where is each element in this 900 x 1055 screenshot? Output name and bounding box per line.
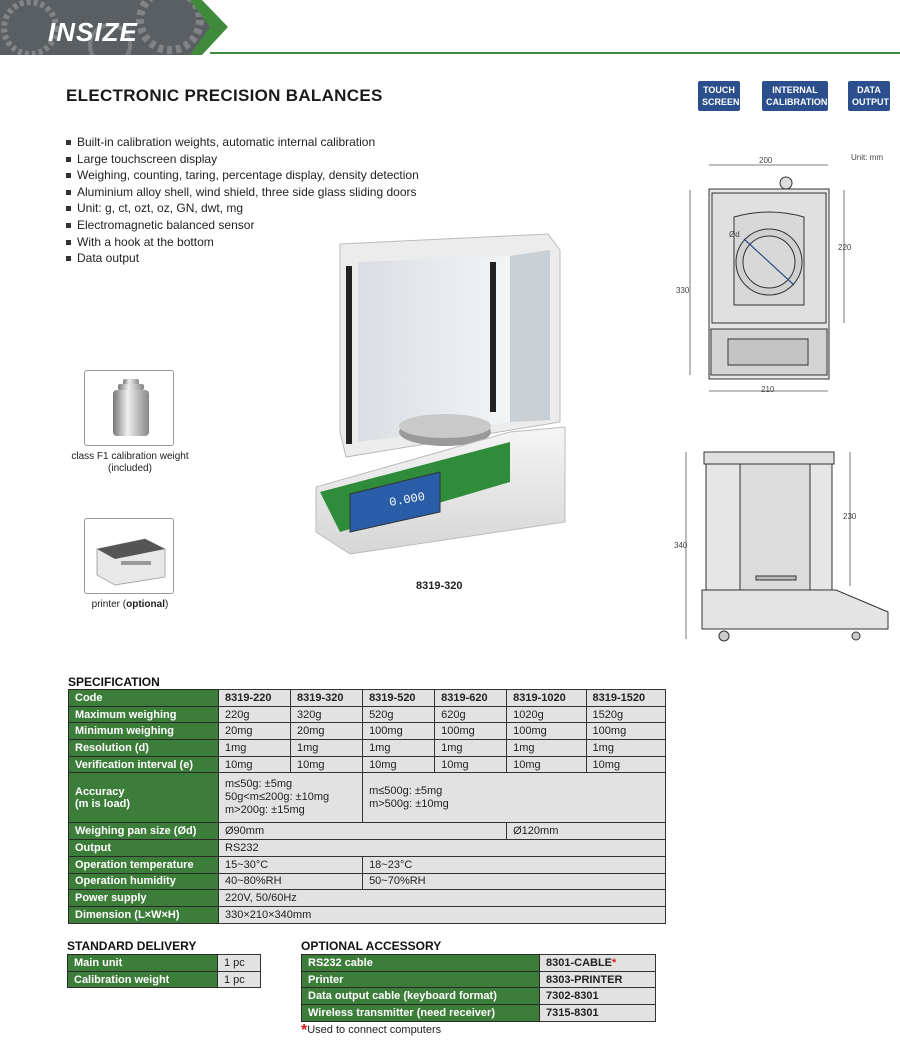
- printer-caption-end: ): [165, 599, 169, 610]
- row-label: Code: [69, 690, 219, 707]
- feature-item: With a hook at the bottom: [66, 234, 419, 251]
- row-label: RS232 cable: [302, 955, 540, 972]
- feature-item: Built-in calibration weights, automatic internal calibration: [66, 134, 419, 151]
- table-cell: 1mg: [586, 740, 665, 757]
- dim-base-width: 210: [761, 385, 775, 394]
- optional-accessory-title: OPTIONAL ACCESSORY: [301, 939, 442, 953]
- table-cell: 1mg: [507, 740, 586, 757]
- weight-caption-line1: class F1 calibration weight: [71, 451, 189, 462]
- printer-image: [84, 518, 174, 594]
- table-cell: 1 pc: [218, 971, 261, 988]
- table-cell: 320g: [291, 706, 363, 723]
- code-cell: 8319-220: [219, 690, 291, 707]
- table-cell: 1mg: [435, 740, 507, 757]
- code-cell: 8319-620: [435, 690, 507, 707]
- table-cell: 620g: [435, 706, 507, 723]
- badge-internal-calibration: INTERNAL CALIBRATION: [762, 81, 828, 111]
- page-title: ELECTRONIC PRECISION BALANCES: [66, 86, 383, 105]
- code-cell: 8319-1020: [507, 690, 586, 707]
- table-cell: [219, 773, 363, 823]
- row-label: Operation temperature: [69, 856, 219, 873]
- calibration-weight-image: [84, 370, 174, 446]
- row-label: Printer: [302, 971, 540, 988]
- table-cell: [540, 955, 656, 972]
- table-cell: 100mg: [363, 723, 435, 740]
- table-cell: 1020g: [507, 706, 586, 723]
- row-label: Calibration weight: [68, 971, 218, 988]
- accuracy-line: m>500g: ±10mg: [369, 797, 449, 810]
- table-cell: 1mg: [219, 740, 291, 757]
- table-cell: 10mg: [363, 756, 435, 773]
- table-cell: 8303-PRINTER: [540, 971, 656, 988]
- table-cell: 10mg: [291, 756, 363, 773]
- printer-caption: [60, 599, 200, 611]
- feature-item: Weighing, counting, taring, percentage display, density detection: [66, 167, 419, 184]
- page-header: [0, 0, 900, 55]
- row-label: Data output cable (keyboard format): [302, 988, 540, 1005]
- table-cell: 10mg: [435, 756, 507, 773]
- row-label: Output: [69, 840, 219, 857]
- table-row: [69, 906, 666, 923]
- optional-accessory-table: [301, 954, 656, 1022]
- dim-depth: 220: [838, 243, 852, 252]
- spec-title: SPECIFICATION: [68, 675, 160, 689]
- table-cell: 220g: [219, 706, 291, 723]
- accuracy-label: Accuracy: [75, 785, 125, 798]
- table-row: [69, 840, 666, 857]
- accuracy-line: 50g<m≤200g: ±10mg: [225, 791, 330, 804]
- model-label: 8319-320: [416, 580, 463, 592]
- table-cell: 18~23°C: [363, 856, 666, 873]
- code-cell: 8319-320: [291, 690, 363, 707]
- dim-pan: Ød: [729, 230, 740, 239]
- table-cell: 100mg: [507, 723, 586, 740]
- footnote-marker: *: [612, 956, 617, 969]
- table-cell: 20mg: [219, 723, 291, 740]
- footnote-text: Used to connect computers: [307, 1024, 442, 1036]
- table-cell: [363, 773, 666, 823]
- accuracy-line: m>200g: ±15mg: [225, 804, 305, 817]
- row-label: Wireless transmitter (need receiver): [302, 1005, 540, 1022]
- table-row: [302, 955, 656, 972]
- table-cell: 220V, 50/60Hz: [219, 890, 666, 907]
- feature-item: Unit: g, ct, ozt, oz, GN, dwt, mg: [66, 200, 419, 217]
- row-label: Power supply: [69, 890, 219, 907]
- accessory-code: 8301-CABLE: [546, 956, 613, 969]
- feature-item: Electromagnetic balanced sensor: [66, 217, 419, 234]
- table-cell: Ø120mm: [507, 823, 666, 840]
- display-readout: 0.000: [388, 489, 427, 510]
- table-cell: 7315-8301: [540, 1005, 656, 1022]
- table-row: [69, 756, 666, 773]
- dim-side-height: 340: [674, 541, 688, 550]
- printer-icon: [85, 519, 175, 595]
- row-label: Verification interval (e): [69, 756, 219, 773]
- table-cell: 20mg: [291, 723, 363, 740]
- feature-item: Data output: [66, 250, 419, 267]
- table-row: [69, 740, 666, 757]
- table-row: [302, 971, 656, 988]
- badge-touch-screen: TOUCH SCREEN: [698, 81, 740, 111]
- brand-logo: INSIZE: [48, 17, 138, 47]
- table-row: [69, 773, 666, 823]
- accuracy-sublabel: (m is load): [75, 797, 131, 810]
- table-row: [302, 1005, 656, 1022]
- feature-item: Aluminium alloy shell, wind shield, three side glass sliding doors: [66, 184, 419, 201]
- code-cell: 8319-520: [363, 690, 435, 707]
- table-row: [69, 890, 666, 907]
- row-label: Maximum weighing: [69, 706, 219, 723]
- dim-height-top: 330: [676, 286, 690, 295]
- footnote: [301, 1022, 441, 1040]
- footnote-star: *: [301, 1022, 308, 1039]
- header-rule: [210, 52, 900, 54]
- table-cell: 10mg: [586, 756, 665, 773]
- unit-label: Unit: mm: [851, 153, 883, 162]
- table-cell: 7302-8301: [540, 988, 656, 1005]
- standard-delivery-title: STANDARD DELIVERY: [67, 939, 197, 953]
- weight-caption: [60, 451, 200, 475]
- row-label: Operation humidity: [69, 873, 219, 890]
- table-cell: 10mg: [219, 756, 291, 773]
- table-row: [69, 723, 666, 740]
- table-row: [69, 690, 666, 707]
- row-label: Minimum weighing: [69, 723, 219, 740]
- table-row: [69, 873, 666, 890]
- table-cell: RS232: [219, 840, 666, 857]
- spec-table: [68, 689, 666, 924]
- table-row: [69, 856, 666, 873]
- badge-data-output: DATA OUTPUT: [848, 81, 890, 111]
- table-cell: 1520g: [586, 706, 665, 723]
- accuracy-line: m≤500g: ±5mg: [369, 784, 443, 797]
- row-label: Resolution (d): [69, 740, 219, 757]
- table-cell: 100mg: [586, 723, 665, 740]
- table-row: [69, 823, 666, 840]
- dim-side-upper: 230: [843, 512, 857, 521]
- feature-item: Large touchscreen display: [66, 151, 419, 168]
- table-cell: 330×210×340mm: [219, 906, 666, 923]
- table-cell: Ø90mm: [219, 823, 507, 840]
- code-cell: 8319-1520: [586, 690, 665, 707]
- table-cell: 50~70%RH: [363, 873, 666, 890]
- feature-badges: [698, 81, 890, 111]
- dim-top-width: 200: [759, 156, 773, 165]
- standard-delivery-table: [67, 954, 261, 988]
- table-row: [68, 955, 261, 972]
- table-cell: 15~30°C: [219, 856, 363, 873]
- top-view-drawing: [676, 155, 876, 400]
- balance-product-image: [310, 232, 572, 557]
- printer-optional-text: optional: [126, 599, 165, 610]
- weight-caption-line2: (included): [108, 463, 152, 474]
- table-cell: 1 pc: [218, 955, 261, 972]
- table-cell: 1mg: [363, 740, 435, 757]
- table-row: [69, 706, 666, 723]
- weight-icon: [85, 371, 175, 447]
- printer-caption-text: printer (: [91, 599, 127, 610]
- table-cell: 100mg: [435, 723, 507, 740]
- table-cell: 1mg: [291, 740, 363, 757]
- row-label: Weighing pan size (Ød): [69, 823, 219, 840]
- table-cell: 40~80%RH: [219, 873, 363, 890]
- table-row: [302, 988, 656, 1005]
- table-cell: 520g: [363, 706, 435, 723]
- accuracy-line: m≤50g: ±5mg: [225, 778, 293, 791]
- row-label: Main unit: [68, 955, 218, 972]
- table-cell: 10mg: [507, 756, 586, 773]
- row-label: Dimension (L×W×H): [69, 906, 219, 923]
- side-view-drawing: [676, 444, 896, 649]
- table-row: [68, 971, 261, 988]
- row-label: [69, 773, 219, 823]
